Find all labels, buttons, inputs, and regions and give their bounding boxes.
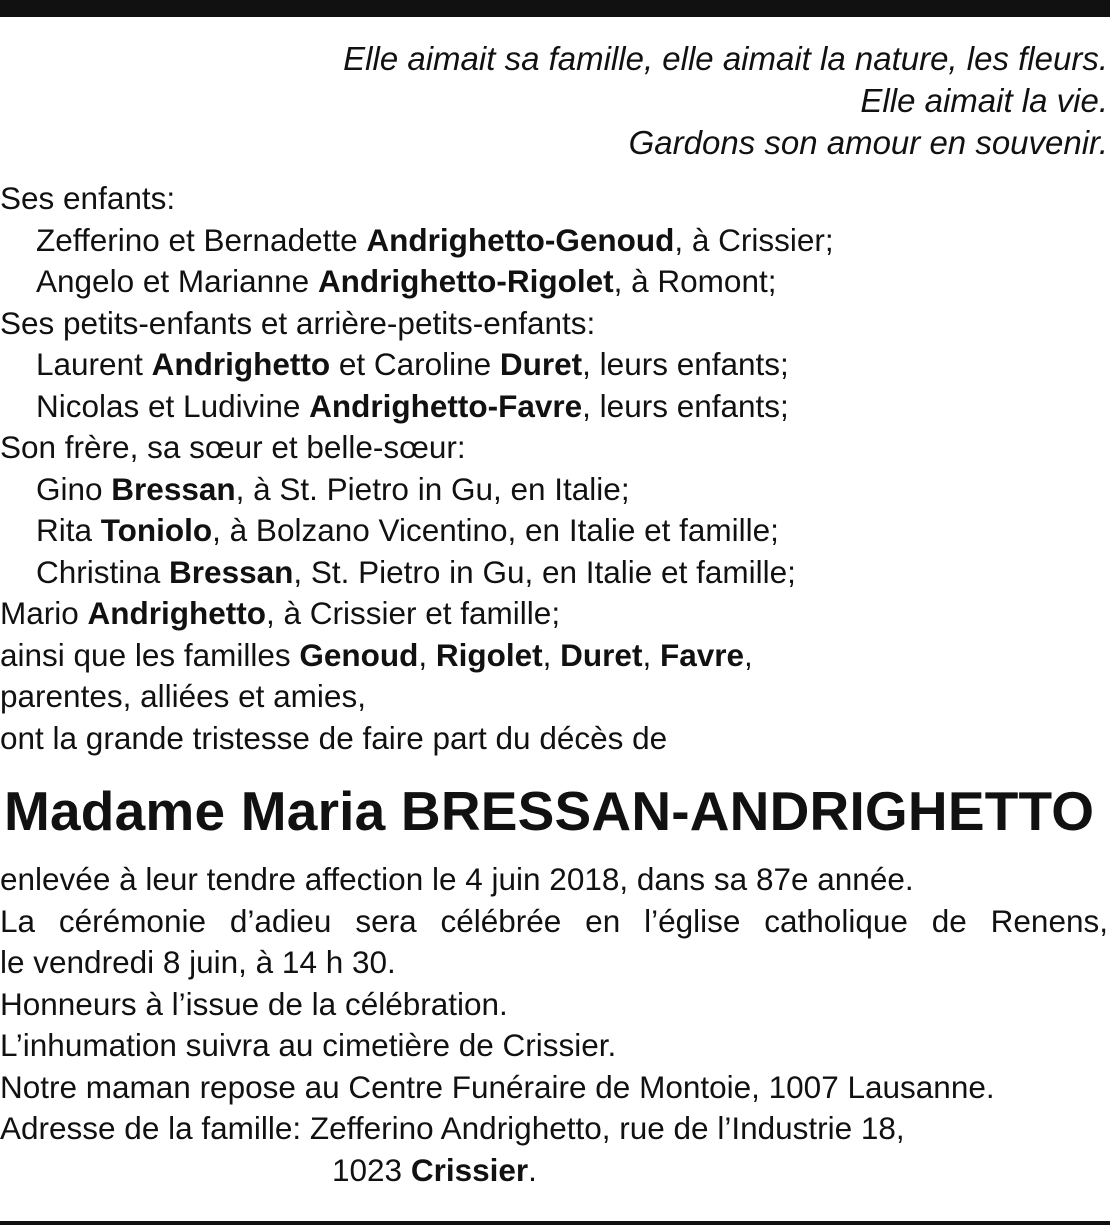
text: Rita: [36, 512, 101, 548]
family-line: [0, 261, 1108, 303]
family-address: Adresse de la famille: Zefferino Andrighetto, rue de l’Industrie 18,: [0, 1110, 905, 1146]
text: ainsi que les familles: [0, 636, 300, 673]
obituary-notice: [0, 38, 1108, 1191]
relatives-line: parentes, alliées et amies,: [0, 678, 366, 714]
text: Mario: [0, 595, 88, 631]
text: , à Romont;: [613, 263, 777, 299]
text: Laurent: [36, 346, 152, 382]
family-name: Bressan: [169, 553, 294, 590]
section-heading-children: Ses enfants:: [0, 180, 176, 216]
rest-location-line: Notre maman repose au Centre Funéraire de Montoie, 1007 Lausanne.: [0, 1068, 995, 1105]
family-name: Genoud: [299, 636, 419, 673]
text: .: [528, 1151, 537, 1188]
family-name: Andrighetto-Genoud: [366, 221, 675, 258]
family-line: [0, 552, 1108, 594]
text: Nicolas et Ludivine: [36, 387, 310, 424]
family-name: Duret: [499, 346, 583, 382]
text: , à St. Pietro in Gu, en Italie;: [235, 470, 630, 507]
family-line: [0, 386, 1108, 428]
passing-details: enlevée à leur tendre affection le 4 juin 2018, dans sa 87e année.: [0, 861, 914, 897]
text: ,: [642, 636, 660, 673]
text: Gino: [36, 470, 112, 507]
family-name: Andrighetto: [87, 595, 266, 631]
ceremony-details: La cérémonie d’adieu sera célébrée en l’église catholique de Renens,: [0, 902, 1108, 939]
family-line: [0, 593, 1108, 635]
text: , à Crissier;: [674, 221, 834, 258]
burial-line: L’inhumation suivra au cimetière de Crissier.: [0, 1027, 617, 1063]
quote-line: Elle aimait sa famille, elle aimait la nature, les fleurs.: [343, 40, 1108, 77]
quote-line: Elle aimait la vie.: [860, 82, 1108, 119]
family-name: Toniolo: [100, 512, 213, 548]
text: ,: [744, 636, 753, 673]
family-list: [0, 178, 1108, 1191]
postcode: 1023: [332, 1151, 411, 1188]
family-name: Andrighetto-Favre: [309, 387, 583, 424]
honours-line: Honneurs à l’issue de la célébration.: [0, 985, 508, 1022]
families-line: [0, 635, 1108, 677]
family-name: Favre: [659, 636, 745, 673]
text: ,: [418, 636, 436, 673]
family-name: Rigolet: [435, 636, 543, 673]
quote-line: Gardons son amour en souvenir.: [628, 124, 1108, 161]
text: Angelo et Marianne: [36, 263, 318, 299]
epitaph-quote: [0, 38, 1108, 164]
announcement-line: ont la grande tristesse de faire part du décès de: [0, 719, 668, 756]
text: et Caroline: [330, 346, 500, 382]
text: Zefferino et Bernadette: [36, 221, 367, 258]
family-name: Duret: [560, 636, 643, 673]
family-line: [0, 510, 1108, 552]
ceremony-date: le vendredi 8 juin, à 14 h 30.: [0, 944, 396, 980]
family-line: [0, 469, 1108, 511]
section-heading-grandchildren: Ses petits-enfants et arrière-petits-enfants:: [0, 304, 596, 341]
family-name: Bressan: [111, 470, 236, 507]
text: , leurs enfants;: [582, 346, 789, 382]
family-name: Andrighetto: [151, 346, 331, 382]
family-name: Andrighetto-Rigolet: [317, 263, 614, 299]
deceased-name: Madame Maria BRESSAN-ANDRIGHETTO: [4, 780, 1095, 842]
family-address-city: [0, 1150, 1108, 1192]
section-heading-siblings: Son frère, sa sœur et belle-sœur:: [0, 429, 466, 465]
city-name: Crissier: [410, 1151, 529, 1188]
text: , leurs enfants;: [582, 387, 789, 424]
text: Christina: [36, 553, 170, 590]
bottom-rule: [0, 1221, 1110, 1225]
family-line: [0, 220, 1108, 262]
text: , St. Pietro in Gu, en Italie et famille;: [293, 553, 796, 590]
top-rule: [0, 0, 1110, 17]
text: ,: [542, 636, 561, 673]
family-line: [0, 344, 1108, 386]
text: , à Bolzano Vicentino, en Italie et famille;: [212, 512, 779, 548]
text: , à Crissier et famille;: [266, 595, 561, 631]
